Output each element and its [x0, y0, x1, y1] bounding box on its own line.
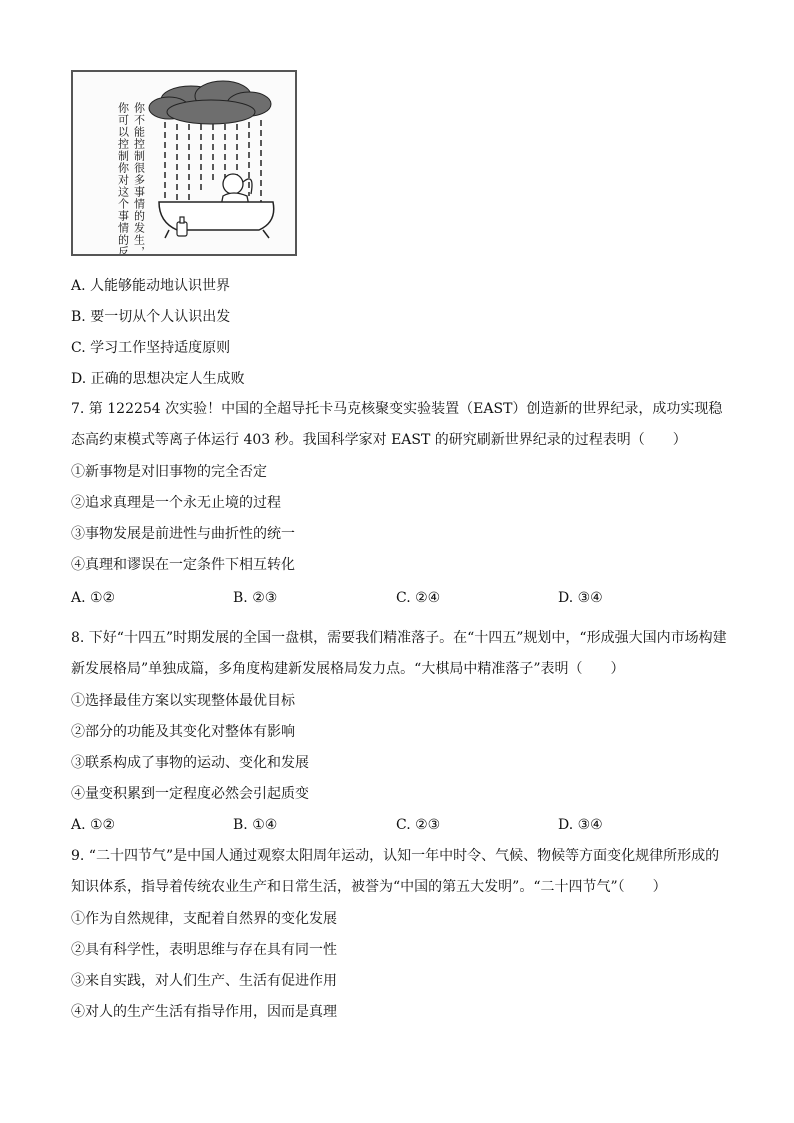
- q6-option-b: B. 要一切从个人认识出发: [71, 309, 231, 325]
- q6-option-d: D. 正确的思想决定人生成败: [71, 371, 245, 387]
- caption-left-text: 你可以控制你对这个事情的反应: [116, 102, 130, 254]
- q9-stem: 9. “二十四节气”是中国人通过观察太阳周年运动，认知一年中时令、气候、物候等方面变化规律所形成的知识体系，指导着传统农业生产和日常生活，被誉为“中国的第五大发明”。“二十四节气”（ ）: [71, 848, 720, 895]
- cloud-icon: [149, 81, 271, 124]
- q8-choice-d: D. ③④: [558, 817, 603, 833]
- q7-item-2: ②追求真理是一个永无止境的过程: [71, 495, 281, 511]
- q8-stem: 8. 下好“十四五”时期发展的全国一盘棋，需要我们精准落子。在“十四五”规划中，“形成强大国内市场构建新发展格局”单独成篇，多角度构建新发展格局发力点。“大棋局中精准落子”表明（ ）: [71, 630, 727, 677]
- q9-item-1: ①作为自然规律，支配着自然界的变化发展: [71, 911, 337, 927]
- caption-right-text: 你不能控制很多事情的发生，但: [132, 102, 146, 254]
- q7-stem: 7. 第 122254 次实验！中国的全超导托卡马克核聚变实验装置（EAST）创造新的世界纪录，成功实现稳态高约束模式等离子体运行 403 秒。我国科学家对 EAST 的研究刷新世界纪录的过程表明（ ）: [71, 401, 723, 448]
- person-icon: [221, 174, 252, 206]
- q8-choice-c: C. ②③: [396, 817, 441, 833]
- q9-item-4: ④对人的生产生活有指导作用，因而是真理: [71, 1004, 337, 1020]
- rain-bathtub-drawing: [73, 72, 295, 254]
- q7-choice-a: A. ①②: [71, 590, 116, 606]
- q8-choice-b: B. ①④: [233, 817, 278, 833]
- cartoon-illustration: [71, 70, 297, 256]
- q7-item-1: ①新事物是对旧事物的完全否定: [71, 464, 267, 480]
- q8-item-3: ③联系构成了事物的运动、变化和发展: [71, 755, 309, 771]
- q7-item-3: ③事物发展是前进性与曲折性的统一: [71, 526, 295, 542]
- q7-item-4: ④真理和谬误在一定条件下相互转化: [71, 557, 295, 573]
- bathtub-icon: [159, 202, 274, 238]
- q7-choice-b: B. ②③: [233, 590, 278, 606]
- q7-choice-d: D. ③④: [558, 590, 603, 606]
- q8-item-4: ④量变积累到一定程度必然会引起质变: [71, 786, 309, 802]
- q6-option-a: A. 人能够能动地认识世界: [71, 278, 231, 294]
- q8-item-2: ②部分的功能及其变化对整体有影响: [71, 724, 295, 740]
- q9-item-2: ②具有科学性，表明思维与存在具有同一性: [71, 942, 337, 958]
- q8-choice-a: A. ①②: [71, 817, 116, 833]
- q9-item-3: ③来自实践，对人们生产、生活有促进作用: [71, 973, 337, 989]
- q6-option-c: C. 学习工作坚持适度原则: [71, 340, 231, 356]
- q7-choice-c: C. ②④: [396, 590, 441, 606]
- q8-item-1: ①选择最佳方案以实现整体最优目标: [71, 693, 295, 709]
